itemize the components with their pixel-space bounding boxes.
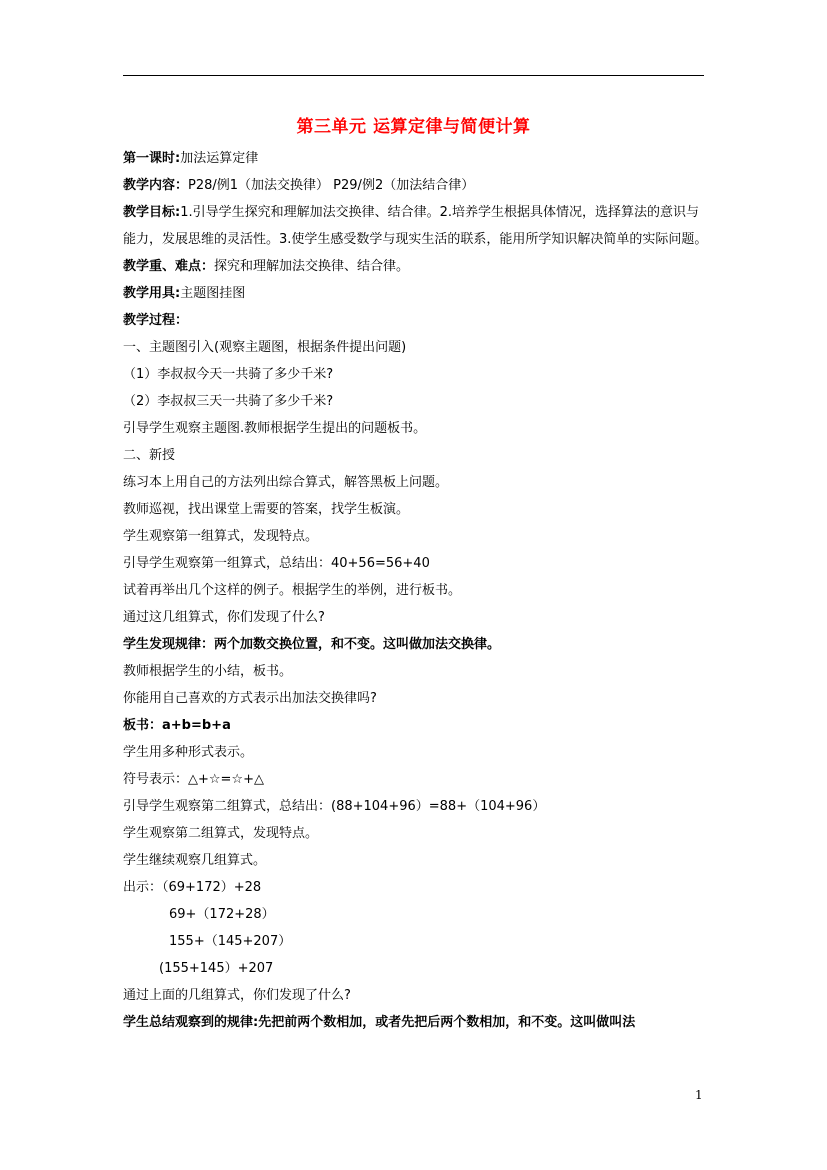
rule-commutative: 学生发现规律：两个加数交换位置，和不变。这叫做加法交换律。: [123, 637, 501, 652]
text-line: 通过上面的几组算式，你们发现了什么?: [123, 988, 351, 1003]
text-line: 学生用多种形式表示。: [123, 745, 254, 760]
process-heading: 教学过程：: [123, 313, 189, 328]
formula-line: 69+（172+28）: [169, 907, 275, 922]
tools-line: [123, 280, 708, 307]
formula-line: 出示：（69+172）+28: [123, 880, 262, 895]
tools-label: 教学用具:: [123, 286, 181, 301]
text-line: （2）李叔叔三天一共骑了多少千米?: [123, 394, 334, 409]
text-line: 学生继续观察几组算式。: [123, 853, 267, 868]
board-label: 板书：: [123, 718, 163, 733]
key-points-label: 教学重、难点：: [123, 259, 215, 274]
goals-text: 1.引导学生探究和理解加法交换律、结合律。2.培养学生根据具体情况，选择算法的意识与能力，发展思维的灵活性。3.使学生感受数学与现实生活的联系，能用所学知识解决简单的实际问题。: [123, 205, 708, 247]
page-number: 1: [695, 1088, 703, 1102]
text-line: （1）李叔叔今天一共骑了多少千米?: [123, 367, 334, 382]
header-rule: [123, 75, 704, 76]
text-line: 引导学生观察主题图.教师根据学生提出的问题板书。: [123, 421, 427, 436]
text-line: 练习本上用自己的方法列出综合算式，解答黑板上问题。: [123, 475, 449, 490]
lesson-line: [123, 145, 708, 172]
page-title: 第三单元 运算定律与简便计算: [296, 117, 531, 137]
formula-line: (155+145）+207: [159, 961, 274, 976]
text-line: 引导学生观察第二组算式，总结出：(88+104+96）=88+（104+96）: [123, 799, 546, 814]
rule-associative-label: 学生总结观察到的规律:: [123, 1015, 259, 1030]
tools-text: 主题图挂图: [180, 286, 246, 301]
content-label: 教学内容：: [123, 178, 189, 193]
text-line: 学生观察第一组算式，发现特点。: [123, 529, 319, 544]
text-line: 二、新授: [123, 448, 176, 463]
document-body: [123, 145, 708, 1036]
text-line: 学生观察第二组算式，发现特点。: [123, 826, 319, 841]
board-formula: a+b=b+a: [162, 718, 231, 733]
lesson-text: 加法运算定律: [180, 151, 259, 166]
goals-label: 教学目标:: [123, 205, 181, 220]
rule-associative-text: 先把前两个数相加，或者先把后两个数相加，和不变。这叫做叫法: [258, 1015, 636, 1030]
text-line: 通过这几组算式，你们发现了什么?: [123, 610, 325, 625]
lesson-label: 第一课时:: [123, 151, 181, 166]
key-points-text: 探究和理解加法交换律、结合律。: [214, 259, 410, 274]
text-line: 你能用自己喜欢的方式表示出加法交换律吗?: [123, 691, 377, 706]
content-line: [123, 172, 708, 199]
text-line: 一、主题图引入(观察主题图，根据条件提出问题): [123, 340, 407, 355]
board-line: [123, 712, 708, 739]
goals-paragraph: [123, 199, 708, 253]
text-line: 试着再举出几个这样的例子。根据学生的举例，进行板书。: [123, 583, 462, 598]
formula-line: 155+（145+207）: [169, 934, 292, 949]
content-text: P28/例1（加法交换律） P29/例2（加法结合律）: [188, 178, 475, 193]
text-line: 教师巡视，找出课堂上需要的答案，找学生板演。: [123, 502, 410, 517]
text-line: 教师根据学生的小结，板书。: [123, 664, 293, 679]
key-points-line: [123, 253, 708, 280]
rule-associative: [123, 1009, 708, 1036]
text-line: 引导学生观察第一组算式，总结出：40+56=56+40: [123, 556, 430, 571]
text-line: 符号表示：△+☆=☆+△: [123, 772, 264, 787]
